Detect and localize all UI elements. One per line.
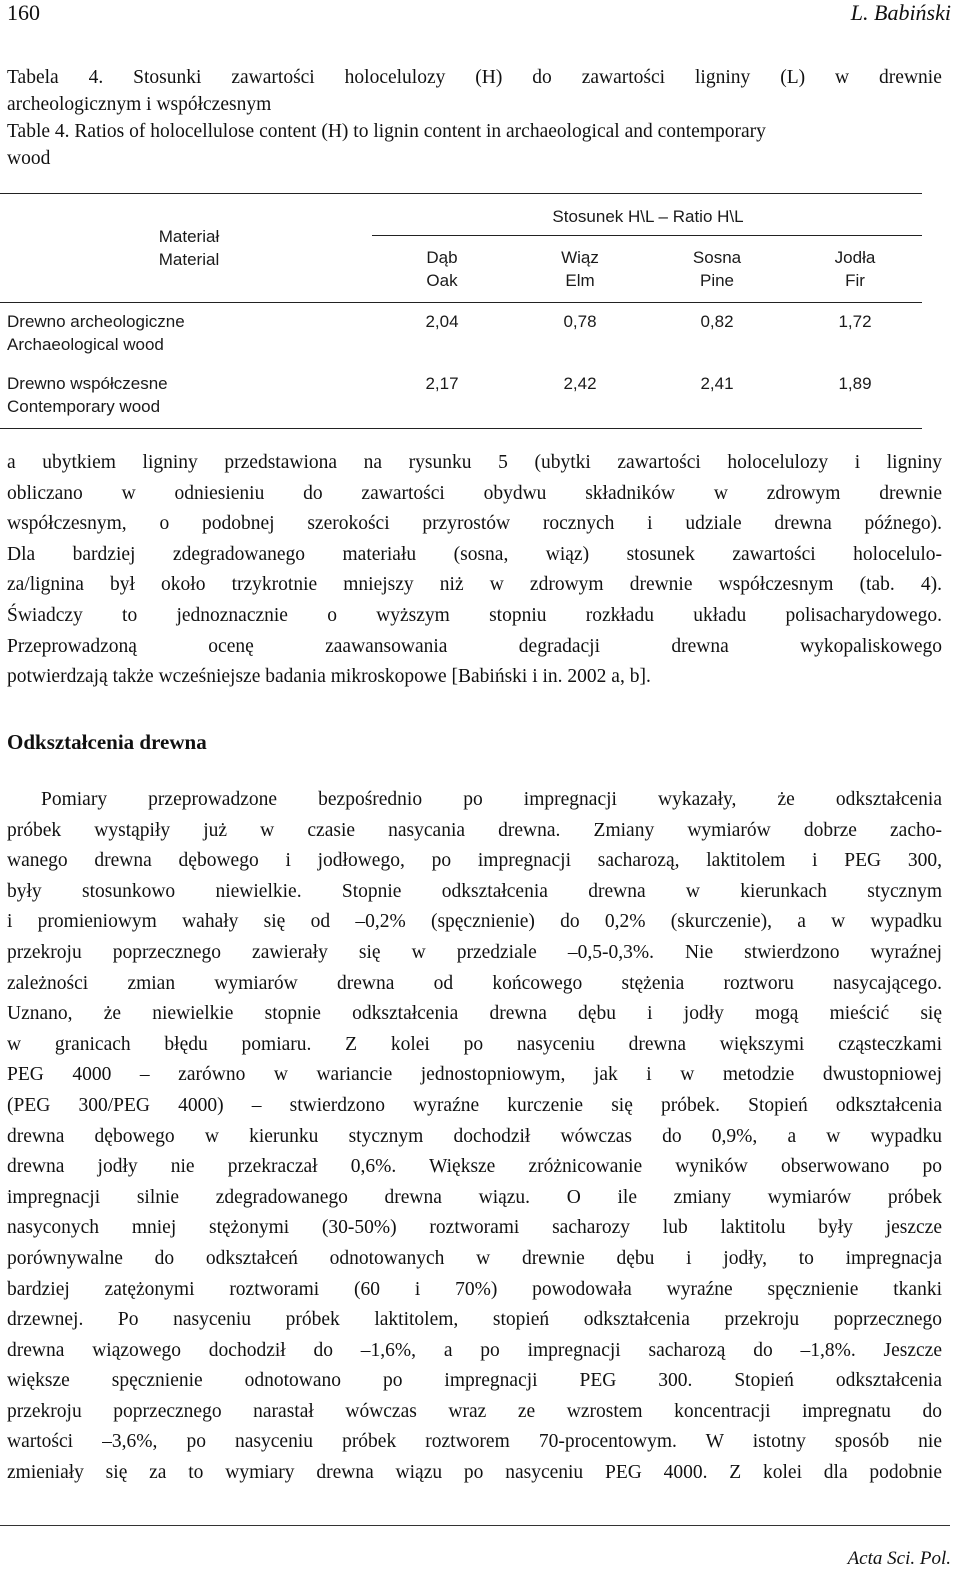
caption-pl-line2: archeologicznym i współczesnym — [7, 94, 272, 115]
text-line: drewna dębowego w kierunku stycznym dochodził wówczas do 0,9%, a w wypadku — [7, 1125, 942, 1147]
ratio-group-header: Stosunek H\L – Ratio H\L — [552, 207, 744, 226]
table-cell: 2,17 — [425, 374, 459, 393]
text-line: nasyconych mniej stężonymi (30-50%) roztworami sacharozy lub laktitolu były jeszcze — [7, 1217, 942, 1239]
table-caption-pl — [7, 64, 942, 118]
row-label-contemporary-en: Contemporary wood — [7, 397, 161, 416]
footer-rule — [0, 1525, 950, 1526]
column-header-oak-en: Oak — [426, 271, 458, 290]
column-header-pine-pl: Sosna — [692, 248, 742, 267]
text-line: zależności zmian wymiarów drewna od końcowego stężenia roztworu nasycającego. — [7, 972, 942, 994]
text-line: wartości –3,6%, po nasyceniu próbek roztworem 70-procentowym. W istotny sposób nie — [7, 1431, 942, 1453]
caption-en-line1: Table 4. Ratios of holocellulose content (H) to lignin content in archaeological and contemporary — [7, 121, 766, 142]
column-header-pine-en: Pine — [699, 271, 735, 290]
row-label-archaeological-pl: Drewno archeologiczne — [7, 312, 185, 331]
text-line: Pomiary przeprowadzone bezpośrednio po impregnacji wykazały, że odkształcenia — [41, 789, 942, 810]
journal-footer: Acta Sci. Pol. — [847, 1548, 951, 1569]
material-header-pl: Materiał — [158, 227, 220, 246]
text-line: za/lignina był około trzykrotnie mniejszy niż w zdrowym drewnie współczesnym (tab. 4). — [7, 574, 942, 596]
text-line: Świadczy to jednoznacznie o wyższym stopniu rozkładu układu polisacharydowego. — [7, 604, 942, 626]
text-line: impregnacji silnie zdegradowanego drewna wiązu. O ile zmiany wymiarów próbek — [7, 1186, 942, 1208]
caption-word: (L) — [780, 67, 806, 88]
material-header-en: Material — [158, 250, 220, 269]
table-cell: 1,72 — [838, 312, 872, 331]
caption-word: 4. — [88, 67, 104, 88]
text-line: potwierdzają także wcześniejsze badania mikroskopowe [Babiński i in. 2002 a, b]. — [7, 666, 651, 688]
text-line: obliczano w odniesieniu do zawartości obydwu składników w zdrowym drewnie — [7, 482, 942, 504]
section-heading: Odkształcenia drewna — [7, 730, 207, 754]
text-line: Dla bardziej zdegradowanego materiału (sosna, wiąz) stosunek zawartości holocelulo- — [7, 543, 942, 565]
text-line: bardziej zatężonymi roztworami (60 i 70%) powodowała wyraźne spęcznienie tkanki — [7, 1278, 942, 1300]
text-line: porównywalne do odkształceń odnotowanych w drewnie dębu i jodły, to impregnacja — [7, 1247, 942, 1269]
text-line: przekroju poprzecznego zawierały się w przedziale –0,5-0,3%. Nie stwierdzono wyraźnej — [7, 941, 942, 963]
table-cell: 2,04 — [425, 312, 459, 331]
column-header-oak-pl: Dąb — [426, 248, 458, 267]
text-line: zmieniały się za to wymiary drewna wiązu po nasyceniu PEG 4000. Z kolei dla podobnie — [7, 1462, 942, 1484]
caption-pl-line1 — [7, 64, 942, 91]
table-cell: 2,41 — [700, 374, 734, 393]
caption-word: Stosunki — [133, 67, 202, 88]
text-line: drewna jodły nie przekraczał 0,6%. Większe zróżnicowanie wyników obserwowano po — [7, 1156, 942, 1178]
row-label-contemporary-pl: Drewno współczesne — [7, 374, 168, 393]
text-line: Uznano, że niewielkie stopnie odkształcenia drewna dębu i jodły mogą mieścić się — [7, 1003, 942, 1025]
text-line: próbek wystąpiły już w czasie nasycania drewna. Zmiany wymiarów dobrze zacho- — [7, 819, 942, 841]
page-number: 160 — [7, 0, 40, 25]
text-line: w granicach błędu pomiaru. Z kolei po nasyceniu drewna większymi cząsteczkami — [7, 1033, 942, 1055]
caption-word: holocelulozy — [344, 67, 446, 88]
running-author: L. Babiński — [850, 0, 951, 25]
text-line: współczesnym, o podobnej szerokości przyrostów rocznych i udziale drewna późnego). — [7, 513, 942, 535]
caption-word: Tabela — [7, 67, 59, 88]
text-line: PEG 4000 – zarówno w wariancie jednostopniowym, jak i w metodzie dwustopniowej — [7, 1064, 942, 1086]
text-line: Przeprowadzoną ocenę zaawansowania degradacji drewna wykopaliskowego — [7, 635, 942, 657]
row-label-archaeological-en: Archaeological wood — [7, 335, 164, 354]
body-paragraph-1 — [7, 448, 942, 693]
column-header-elm-en: Elm — [565, 271, 595, 290]
caption-word: do — [532, 67, 552, 88]
text-line: (PEG 300/PEG 4000) – stwierdzono wyraźne kurczenie się próbek. Stopień odkształcenia — [7, 1094, 942, 1116]
body-paragraph-2 — [7, 785, 942, 1489]
text-line: i promieniowym wahały się od –0,2% (spęcznienie) do 0,2% (skurczenie), a w wypadku — [7, 911, 942, 933]
text-line: drewna wiązowego dochodził do –1,6%, a po impregnacji sacharozą do –1,8%. Jeszcze — [7, 1339, 942, 1361]
column-header-elm-pl: Wiąz — [561, 248, 599, 267]
column-header-fir-en: Fir — [845, 271, 865, 290]
text-line: były stosunkowo niewielkie. Stopnie odkształcenia drewna w kierunkach stycznym — [7, 880, 942, 902]
text-line: a ubytkiem ligniny przedstawiona na rysunku 5 (ubytki zawartości holocelulozy i ligniny — [7, 452, 942, 473]
text-line: drzewnej. Po nasyceniu próbek laktitolem, stopień odkształcenia przekroju poprzecznego — [7, 1309, 942, 1331]
table-cell: 0,82 — [700, 312, 734, 331]
caption-word: drewnie — [879, 67, 942, 88]
table-top-rule — [0, 193, 922, 194]
caption-word: zawartości — [231, 67, 315, 88]
table-header-rule — [0, 302, 922, 303]
caption-word: w — [835, 67, 850, 88]
caption-en-line2: wood — [7, 148, 51, 169]
caption-word: (H) — [475, 67, 503, 88]
table-cell: 1,89 — [838, 374, 872, 393]
text-line: przekroju poprzecznego narastał wówczas wraz ze wzrostem koncentracji impregnatu do — [7, 1400, 942, 1422]
text-line: wanego drewna dębowego i jodłowego, po impregnacji sacharozą, laktitolem i PEG 300, — [7, 850, 942, 872]
table-bottom-rule — [0, 428, 922, 429]
caption-word: zawartości — [581, 67, 666, 88]
table-caption-en — [7, 118, 942, 172]
text-line: większe spęcznienie odnotowano po impregnacji PEG 300. Stopień odkształcenia — [7, 1370, 942, 1392]
table-cell: 0,78 — [563, 312, 597, 331]
column-header-fir-pl: Jodła — [834, 248, 876, 267]
table-cell: 2,42 — [563, 374, 597, 393]
table-group-rule — [372, 235, 922, 236]
caption-word: ligniny — [695, 67, 751, 88]
